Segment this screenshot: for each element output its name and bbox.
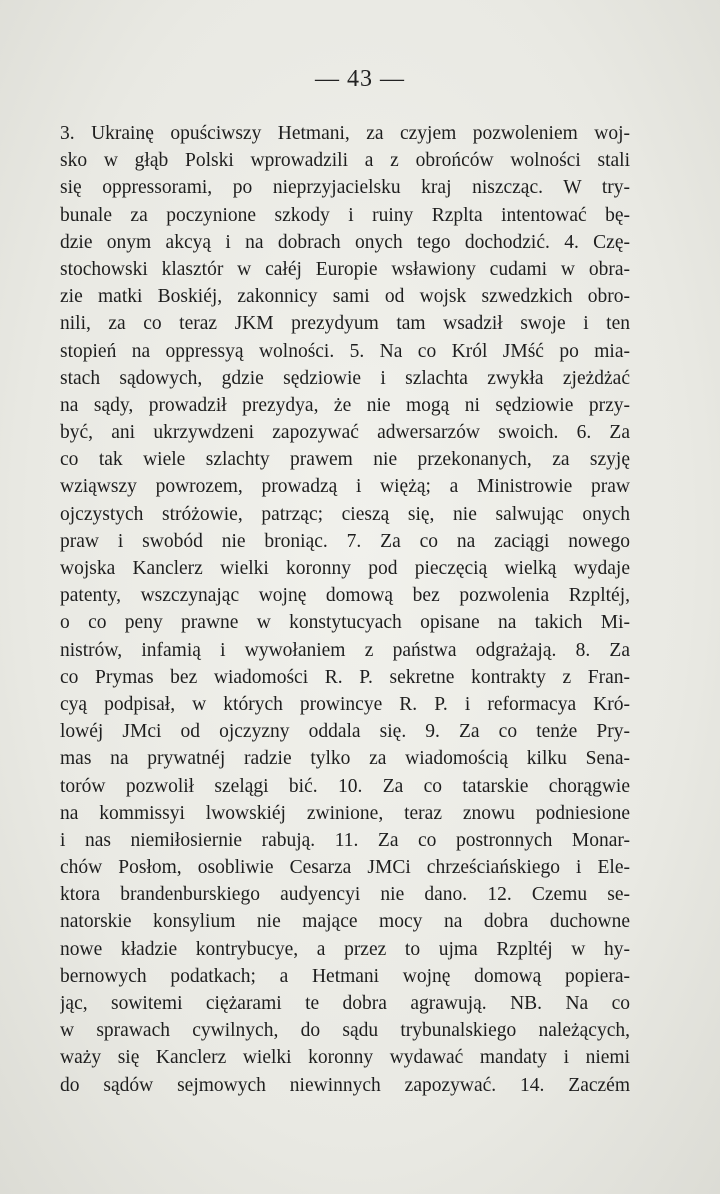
page-number: — 43 — xyxy=(315,66,405,92)
text-line: i nas niemiłosiernie rabują. 11. Za co postronnych Monar- xyxy=(60,829,630,851)
text-line: nistrów, infamią i wywołaniem z państwa odgrażają. 8. Za xyxy=(60,639,630,661)
text-line: dzie onym akcyą i na dobrach onych tego dochodzić. 4. Czę- xyxy=(60,231,630,253)
text-line: bunale za poczynione szkody i ruiny Rzplta intentować bę- xyxy=(60,204,630,226)
text-line: w sprawach cywilnych, do sądu trybunalskiego należących, xyxy=(60,1020,630,1042)
text-line: cyą podpisał, w których prowincye R. P. i reformacya Kró- xyxy=(60,693,630,715)
text-line: sko w głąb Polski wprowadzili a z obrońców wolności stali xyxy=(60,150,630,172)
body-text xyxy=(60,120,630,1099)
text-line: na sądy, prowadził prezydya, że nie mogą ni sędziowie przy- xyxy=(60,394,630,416)
text-line: być, ani ukrzywdzeni zapozywać adwersarzów swoich. 6. Za xyxy=(60,422,630,444)
text-line: do sądów sejmowych niewinnych zapozywać. 14. Zaczém xyxy=(60,1074,630,1096)
text-line: chów Posłom, osobliwie Cesarza JMCi chrześciańskiego i Ele- xyxy=(60,857,630,879)
text-line: lowéj JMci od ojczyzny oddala się. 9. Za co tenże Pry- xyxy=(60,721,630,743)
text-line: jąc, sowitemi ciężarami te dobra agrawują. NB. Na co xyxy=(60,993,630,1014)
text-line: wziąwszy powrozem, prowadzą i więżą; a Ministrowie praw xyxy=(60,476,630,498)
text-line: nili, za co teraz JKM prezydyum tam wsadził swoje i ten xyxy=(60,313,630,335)
text-line: co Prymas bez wiadomości R. P. sekretne kontrakty z Fran- xyxy=(60,666,630,688)
text-line: mas na prywatnéj radzie tylko za wiadomością kilku Sena- xyxy=(60,748,630,770)
text-line: wojska Kanclerz wielki koronny pod pieczęcią wielką wydaje xyxy=(60,558,630,579)
text-line: torów pozwolił szelągi bić. 10. Za co tatarskie chorągwie xyxy=(60,775,630,797)
text-line: stach sądowych, gdzie sędziowie i szlachta zwykła zjeżdżać xyxy=(60,367,630,389)
text-line: ktora brandenburskiego audyencyi nie dano. 12. Czemu se- xyxy=(60,884,630,906)
text-line: się oppressorami, po nieprzyjacielsku kraj niszcząc. W try- xyxy=(60,177,630,199)
text-line: co tak wiele szlachty prawem nie przekonanych, za szyję xyxy=(60,449,630,471)
text-line: bernowych podatkach; a Hetmani wojnę domową popiera- xyxy=(60,965,630,987)
text-line: na kommissyi lwowskiéj zwinione, teraz znowu podniesione xyxy=(60,802,630,824)
text-line: patenty, wszczynając wojnę domową bez pozwolenia Rzpltéj, xyxy=(60,585,630,607)
text-line: natorskie konsylium nie mające mocy na dobra duchowne xyxy=(60,911,630,933)
text-line: praw i swobód nie broniąc. 7. Za co na zaciągi nowego xyxy=(60,530,630,552)
text-line: 3. Ukrainę opuściwszy Hetmani, za czyjem pozwoleniem woj- xyxy=(60,123,630,144)
text-line: o co peny prawne w konstytucyach opisane na takich Mi- xyxy=(60,612,630,634)
text-line: zie matki Boskiéj, zakonnicy sami od wojsk szwedzkich obro- xyxy=(60,286,630,308)
text-line: nowe kładzie kontrybucye, a przez to ujma Rzpltéj w hy- xyxy=(60,938,630,960)
text-line: ojczystych stróżowie, patrząc; cieszą się, nie salwując onych xyxy=(60,503,630,525)
text-line: stopień na oppressyą wolności. 5. Na co Król JMść po mia- xyxy=(60,340,630,362)
text-line: stochowski klasztór w całéj Europie wsławiony cudami w obra- xyxy=(60,258,630,280)
text-line: waży się Kanclerz wielki koronny wydawać mandaty i niemi xyxy=(60,1047,630,1069)
